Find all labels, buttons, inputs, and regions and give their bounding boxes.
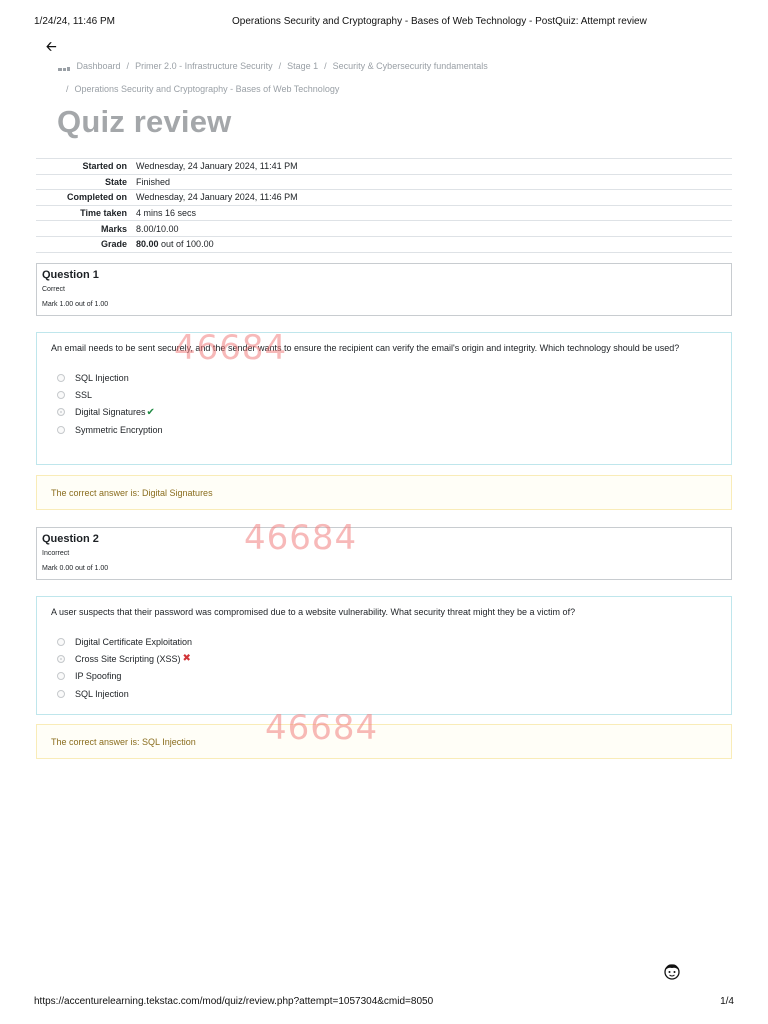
- summary-label: Started on: [82, 161, 127, 172]
- home-icon[interactable]: [58, 63, 70, 71]
- watermark-text: 46684: [174, 328, 288, 368]
- breadcrumb-section[interactable]: Security & Cybersecurity fundamentals: [332, 61, 488, 71]
- page-title: Quiz review: [57, 104, 232, 139]
- breadcrumb-quiz[interactable]: Operations Security and Cryptography - Bases of Web Technology: [74, 84, 340, 94]
- answer-option-selected[interactable]: [51, 650, 717, 667]
- answer-options: [51, 633, 717, 702]
- question-text: An email needs to be sent securely, and the sender wants to ensure the recipient can verify the email's origin and integrity. Which technology should be used?: [51, 343, 680, 353]
- summary-row: [36, 159, 732, 175]
- watermark-text: 46684: [244, 518, 358, 558]
- check-icon: ✔: [146, 406, 155, 418]
- print-url: https://accenturelearning.tekstac.com/mod/quiz/review.php?attempt=1057304&cmid=8050: [34, 996, 434, 1007]
- summary-row: [36, 221, 732, 237]
- answer-radio[interactable]: [57, 638, 65, 646]
- answer-option[interactable]: [51, 633, 717, 650]
- question-1-feedback: [36, 475, 732, 510]
- summary-label: Time taken: [80, 208, 127, 219]
- print-footer: [34, 996, 734, 1010]
- question-mark: Mark 1.00 out of 1.00: [42, 301, 109, 308]
- print-header: [34, 16, 734, 30]
- breadcrumb-separator: /: [66, 84, 69, 94]
- breadcrumb: [58, 55, 738, 101]
- answer-radio-selected[interactable]: [57, 408, 65, 416]
- answer-radio[interactable]: [57, 391, 65, 399]
- summary-value: Wednesday, 24 January 2024, 11:41 PM: [136, 161, 298, 172]
- answer-option[interactable]: [51, 685, 717, 702]
- answer-radio[interactable]: [57, 374, 65, 382]
- answer-option[interactable]: [51, 369, 717, 386]
- answer-label: Symmetric Encryption: [75, 424, 163, 435]
- summary-value: 4 mins 16 secs: [136, 208, 197, 219]
- watermark-text: 46684: [265, 708, 379, 748]
- breadcrumb-separator: /: [126, 61, 130, 71]
- summary-row: [36, 174, 732, 190]
- answer-option[interactable]: [51, 668, 717, 685]
- question-1-info: [36, 263, 732, 316]
- answer-radio-selected[interactable]: [57, 655, 65, 663]
- answer-radio[interactable]: [57, 672, 65, 680]
- answer-radio[interactable]: [57, 690, 65, 698]
- answer-option[interactable]: [51, 421, 717, 438]
- summary-label: Marks: [100, 223, 127, 234]
- answer-label: SQL Injection: [75, 688, 129, 699]
- answer-label: Digital Signatures: [75, 407, 146, 418]
- answer-option-selected[interactable]: [51, 404, 717, 421]
- print-date: 1/24/24, 11:46 PM: [34, 16, 115, 27]
- question-2-info: [36, 527, 732, 580]
- arrow-left-icon[interactable]: 🡠: [46, 39, 57, 54]
- question-state: Incorrect: [42, 550, 70, 557]
- answer-label: IP Spoofing: [75, 671, 122, 682]
- cross-icon: ✖: [182, 653, 191, 665]
- breadcrumb-stage[interactable]: Stage 1: [287, 61, 319, 71]
- summary-row: [36, 205, 732, 221]
- correct-answer-text: The correct answer is: SQL Injection: [51, 736, 196, 747]
- breadcrumb-separator: /: [324, 61, 327, 71]
- summary-label: State: [104, 176, 127, 187]
- question-2-content: [36, 596, 732, 715]
- answer-label: Digital Certificate Exploitation: [75, 636, 193, 647]
- question-text: A user suspects that their password was compromised due to a website vulnerability. What security threat might they be a victim of?: [51, 607, 576, 617]
- summary-value: Wednesday, 24 January 2024, 11:46 PM: [136, 192, 298, 203]
- breadcrumb-course[interactable]: Primer 2.0 - Infrastructure Security: [135, 61, 273, 71]
- question-state: Correct: [42, 286, 65, 293]
- summary-label: Grade: [100, 239, 127, 250]
- grade-score: 80.00: [136, 239, 159, 250]
- summary-grade-value: [132, 236, 732, 252]
- summary-row-grade: [36, 236, 732, 252]
- question-2-feedback: [36, 724, 732, 759]
- summary-value: Finished: [136, 176, 171, 187]
- answer-options: [51, 369, 717, 438]
- breadcrumb-dashboard[interactable]: Dashboard: [76, 61, 121, 71]
- summary-label: Completed on: [67, 192, 127, 203]
- breadcrumb-separator: /: [278, 61, 282, 71]
- print-document-title: Operations Security and Cryptography - Bases of Web Technology - PostQuiz: Attempt review: [232, 16, 647, 27]
- print-page-number: 1/4: [720, 996, 734, 1007]
- summary-value: 8.00/10.00: [136, 223, 179, 234]
- summary-row: [36, 190, 732, 206]
- question-number: Question 1: [42, 269, 99, 281]
- answer-radio[interactable]: [57, 426, 65, 434]
- question-number: Question 2: [42, 533, 99, 545]
- question-mark: Mark 0.00 out of 1.00: [42, 565, 109, 572]
- attempt-summary-table: [36, 158, 732, 253]
- answer-label: Cross Site Scripting (XSS): [75, 653, 181, 664]
- correct-answer-text: The correct answer is: Digital Signatures: [51, 487, 213, 498]
- answer-option[interactable]: [51, 386, 717, 403]
- mascot-face-icon[interactable]: [663, 962, 681, 980]
- grade-out-of: out of 100.00: [158, 239, 214, 250]
- question-1-content: [36, 332, 732, 465]
- answer-label: SQL Injection: [75, 372, 129, 383]
- answer-label: SSL: [75, 389, 93, 400]
